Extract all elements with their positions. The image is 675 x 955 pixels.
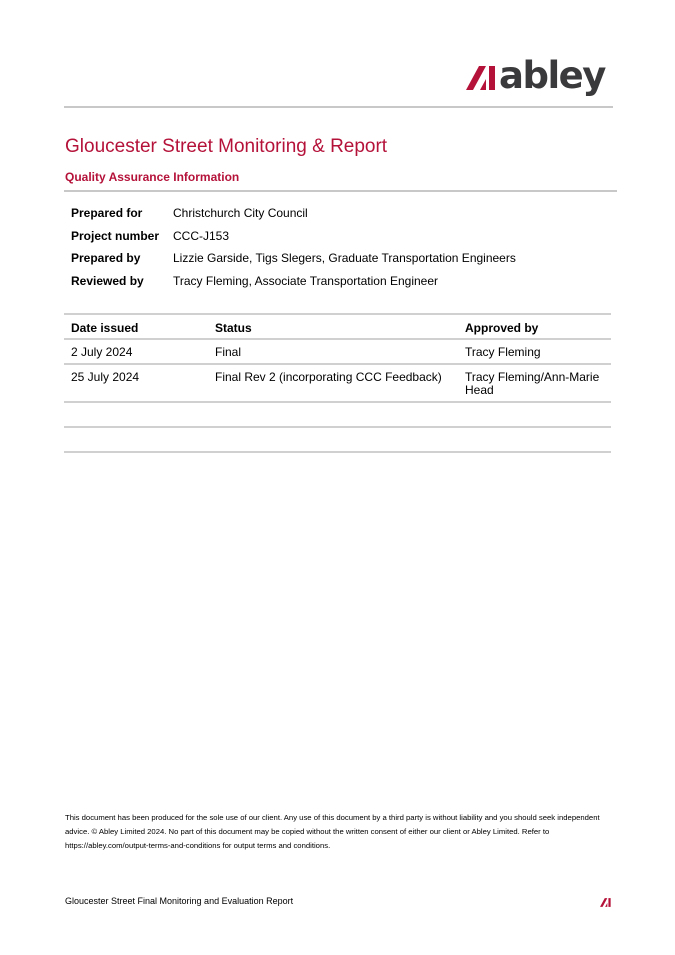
qa-value: Tracy Fleming, Associate Transportation Engineer bbox=[173, 274, 439, 289]
abley-slash-mark-icon bbox=[600, 898, 611, 907]
disclaimer-text: This document has been produced for the sole use of our client. Any use of this document by a third party is without liability and you should seek independent advice. © Abley Limited 2024. No part of this document may be copied without the written consent of either our client or Abley Limited. Refer to https://abley.com/output-terms-and-conditions for output terms and conditions. bbox=[65, 813, 600, 850]
qa-value: Lizzie Garside, Tigs Slegers, Graduate Transportation Engineers bbox=[173, 251, 516, 266]
table-row bbox=[64, 428, 611, 451]
table-header-row bbox=[64, 315, 611, 338]
table-rule bbox=[64, 451, 611, 453]
issue-table bbox=[64, 313, 611, 453]
qa-label: Prepared by bbox=[71, 251, 141, 266]
header-approved-by: Approved by bbox=[465, 321, 539, 335]
qa-label: Prepared for bbox=[71, 206, 143, 220]
table-row bbox=[64, 403, 611, 426]
header-rule bbox=[64, 106, 613, 108]
qa-rule bbox=[64, 190, 617, 192]
qa-value: CCC-J153 bbox=[173, 228, 230, 243]
abley-slash-mark-icon bbox=[466, 66, 496, 90]
header-status: Status bbox=[215, 321, 252, 335]
table-row bbox=[64, 340, 611, 363]
header-date-issued: Date issued bbox=[71, 321, 139, 335]
status-cell: Final bbox=[215, 345, 242, 359]
qa-label: Reviewed by bbox=[71, 274, 144, 289]
logo-wordmark: abley bbox=[499, 53, 605, 97]
qa-value: Christchurch City Council bbox=[173, 206, 308, 220]
date-cell: 25 July 2024 bbox=[71, 370, 140, 384]
qa-heading: Quality Assurance Information bbox=[65, 170, 240, 184]
date-cell: 2 July 2024 bbox=[71, 345, 133, 359]
abley-logo bbox=[466, 53, 605, 98]
qa-label: Project number bbox=[71, 228, 160, 243]
document-title: Gloucester Street Monitoring & Report bbox=[65, 136, 388, 157]
table-row bbox=[64, 365, 611, 401]
approved-cell: Tracy Fleming/Ann-Marie Head bbox=[465, 370, 600, 397]
footer-title: Gloucester Street Final Monitoring and Evaluation Report bbox=[65, 896, 294, 906]
approved-cell: Tracy Fleming bbox=[465, 345, 541, 359]
status-cell: Final Rev 2 (incorporating CCC Feedback) bbox=[215, 370, 442, 384]
